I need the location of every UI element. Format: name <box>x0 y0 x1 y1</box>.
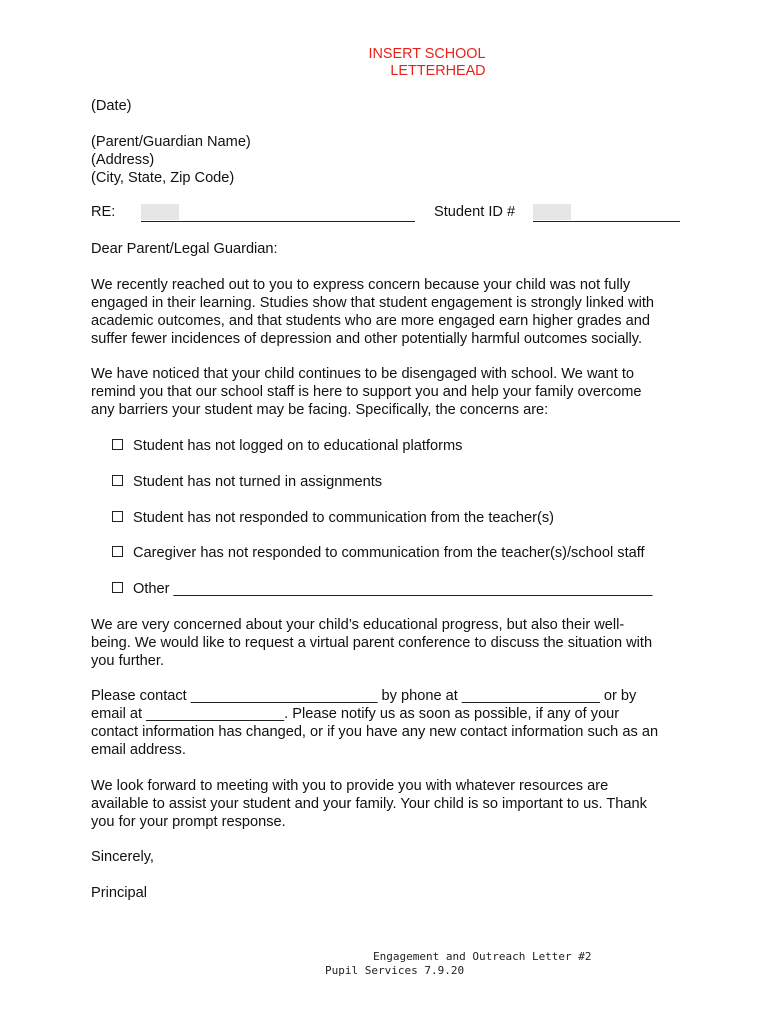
concern-item[interactable] <box>112 509 554 527</box>
salutation: Dear Parent/Legal Guardian: <box>91 241 278 257</box>
checkbox-icon[interactable] <box>112 475 123 486</box>
paragraph-disengaged <box>91 365 691 419</box>
closing: Sincerely, <box>91 849 154 865</box>
checkbox-icon[interactable] <box>112 439 123 450</box>
concern-item[interactable] <box>112 544 645 562</box>
paragraph-line: We have noticed that your child continues to be disengaged with school. We want to <box>91 366 635 382</box>
paragraph-line: any barriers your student may be facing. Specifically, the concerns are: <box>91 402 549 418</box>
paragraph-line: We are very concerned about your child’s educational progress, but also their well- <box>91 617 625 633</box>
concern-label: Student has not logged on to educational platforms <box>133 438 463 454</box>
paragraph-line: email address. <box>91 742 186 758</box>
paragraph-contact <box>91 687 691 759</box>
paragraph-line: remind you that our school staff is here to support you and help your family overcome <box>91 384 642 400</box>
paragraph-line: being. We would like to request a virtual parent conference to discuss the situation with <box>91 635 653 651</box>
paragraph-line: We recently reached out to you to express concern because your child was not fully <box>91 277 631 293</box>
letterhead-placeholder <box>0 46 770 80</box>
footer-version: Pupil Services 7.9.20 <box>325 964 465 977</box>
paragraph-line: contact information has changed, or if you have any new contact information such as an <box>91 724 659 740</box>
footer-letter-title: Engagement and Outreach Letter #2 <box>373 950 592 963</box>
letterhead-line-2: LETTERHEAD <box>390 63 486 79</box>
concern-label: Student has not responded to communication from the teacher(s) <box>133 510 555 526</box>
re-row <box>91 204 691 224</box>
re-label: RE: <box>91 204 116 220</box>
paragraph-line: We look forward to meeting with you to provide you with whatever resources are <box>91 778 609 794</box>
paragraph-conference <box>91 616 691 670</box>
signature: Principal <box>91 885 147 901</box>
concern-item[interactable] <box>112 473 382 491</box>
recipient-address: (Address) <box>91 152 155 168</box>
checkbox-icon[interactable] <box>112 511 123 522</box>
checkbox-icon[interactable] <box>112 582 123 593</box>
paragraph-line: you for your prompt response. <box>91 814 286 830</box>
checkbox-icon[interactable] <box>112 546 123 557</box>
concern-label: Other ___________________________________________________________ <box>133 581 653 597</box>
paragraph-line: engaged in their learning. Studies show that student engagement is strongly linked with <box>91 295 655 311</box>
date-placeholder: (Date) <box>91 98 132 114</box>
re-field-underline[interactable] <box>141 208 415 222</box>
student-id-field-underline[interactable] <box>533 208 680 222</box>
paragraph-line: Please contact _______________________ by phone at _________________ or by <box>91 688 637 704</box>
paragraph-closing <box>91 777 691 831</box>
concern-label: Caregiver has not responded to communication from the teacher(s)/school staff <box>133 545 645 561</box>
paragraph-concern <box>91 276 691 348</box>
recipient-name: (Parent/Guardian Name) <box>91 134 251 150</box>
paragraph-line: available to assist your student and your family. Your child is so important to us. Thank <box>91 796 647 812</box>
paragraph-line: you further. <box>91 653 165 669</box>
concern-item[interactable] <box>112 437 462 455</box>
concern-item-other[interactable] <box>112 580 652 598</box>
concern-label: Student has not turned in assignments <box>133 474 383 490</box>
paragraph-line: suffer fewer incidences of depression and other potentially harmful outcomes socially. <box>91 331 643 347</box>
paragraph-line: academic outcomes, and that students who are more engaged earn higher grades and <box>91 313 650 329</box>
student-id-label: Student ID # <box>434 204 516 220</box>
letterhead-line-1: INSERT SCHOOL <box>368 46 486 62</box>
recipient-city: (City, State, Zip Code) <box>91 170 235 186</box>
paragraph-line: email at _________________. Please notify us as soon as possible, if any of your <box>91 706 620 722</box>
